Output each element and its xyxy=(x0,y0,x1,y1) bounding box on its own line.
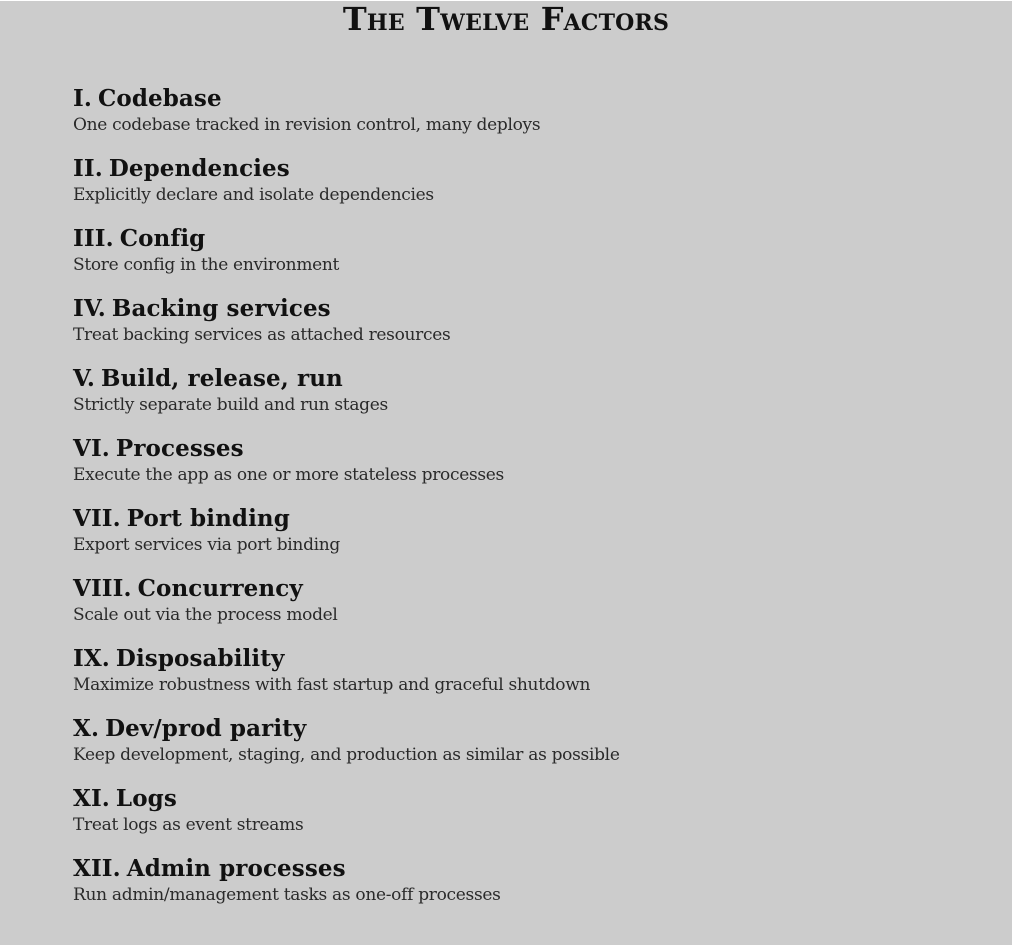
factor-item xyxy=(73,785,953,855)
factor-name: Build, release, run xyxy=(101,365,343,392)
factor-item xyxy=(73,85,953,155)
factor-number: XII. xyxy=(73,855,121,882)
factor-heading xyxy=(73,155,953,183)
factor-item xyxy=(73,155,953,225)
page-title: The Twelve Factors xyxy=(342,0,670,38)
factor-description: Treat logs as event streams xyxy=(73,815,304,835)
factor-item xyxy=(73,715,953,785)
factor-heading xyxy=(73,435,953,463)
factor-description: Execute the app as one or more stateless processes xyxy=(73,465,504,485)
factor-name: Logs xyxy=(115,785,177,812)
factor-number: IX. xyxy=(73,645,110,672)
factor-number: I. xyxy=(73,85,92,112)
factor-description: One codebase tracked in revision control, many deploys xyxy=(73,115,541,135)
factor-name: Processes xyxy=(115,435,244,462)
factor-heading xyxy=(73,85,953,113)
factor-description: Keep development, staging, and production as similar as possible xyxy=(73,745,620,765)
factor-description: Maximize robustness with fast startup and graceful shutdown xyxy=(73,675,591,695)
factor-heading xyxy=(73,715,953,743)
factor-name: Concurrency xyxy=(137,575,303,602)
factor-item xyxy=(73,435,953,505)
factor-item xyxy=(73,645,953,715)
factor-item xyxy=(73,225,953,295)
factor-description: Treat backing services as attached resources xyxy=(73,325,451,345)
factor-heading xyxy=(73,365,953,393)
factor-description: Strictly separate build and run stages xyxy=(73,395,388,415)
factor-item xyxy=(73,365,953,435)
factor-number: XI. xyxy=(73,785,110,812)
factor-name: Dev/prod parity xyxy=(105,715,307,742)
factor-list xyxy=(73,85,953,925)
factor-description: Store config in the environment xyxy=(73,255,340,275)
factor-description: Run admin/management tasks as one-off processes xyxy=(73,885,501,905)
factor-number: III. xyxy=(73,225,114,252)
factor-heading xyxy=(73,225,953,253)
factor-heading xyxy=(73,505,953,533)
factor-heading xyxy=(73,295,953,323)
factor-item xyxy=(73,855,953,925)
factor-number: VIII. xyxy=(73,575,132,602)
factor-number: VI. xyxy=(73,435,110,462)
factor-description: Scale out via the process model xyxy=(73,605,338,625)
factor-heading xyxy=(73,855,953,883)
factor-name: Admin processes xyxy=(126,855,346,882)
factor-number: II. xyxy=(73,155,103,182)
factor-name: Port binding xyxy=(126,505,290,532)
factor-name: Disposability xyxy=(115,645,285,672)
factor-number: X. xyxy=(73,715,100,742)
factor-description: Export services via port binding xyxy=(73,535,341,555)
factor-name: Backing services xyxy=(111,295,331,322)
factor-item xyxy=(73,575,953,645)
factor-heading xyxy=(73,645,953,673)
factor-name: Config xyxy=(119,225,206,252)
factor-heading xyxy=(73,575,953,603)
factor-name: Codebase xyxy=(97,85,222,112)
factor-description: Explicitly declare and isolate dependencies xyxy=(73,185,434,205)
factor-item xyxy=(73,505,953,575)
factor-number: V. xyxy=(73,365,96,392)
factor-number: VII. xyxy=(73,505,121,532)
factor-name: Dependencies xyxy=(108,155,290,182)
factor-item xyxy=(73,295,953,365)
factor-heading xyxy=(73,785,953,813)
factor-number: IV. xyxy=(73,295,106,322)
